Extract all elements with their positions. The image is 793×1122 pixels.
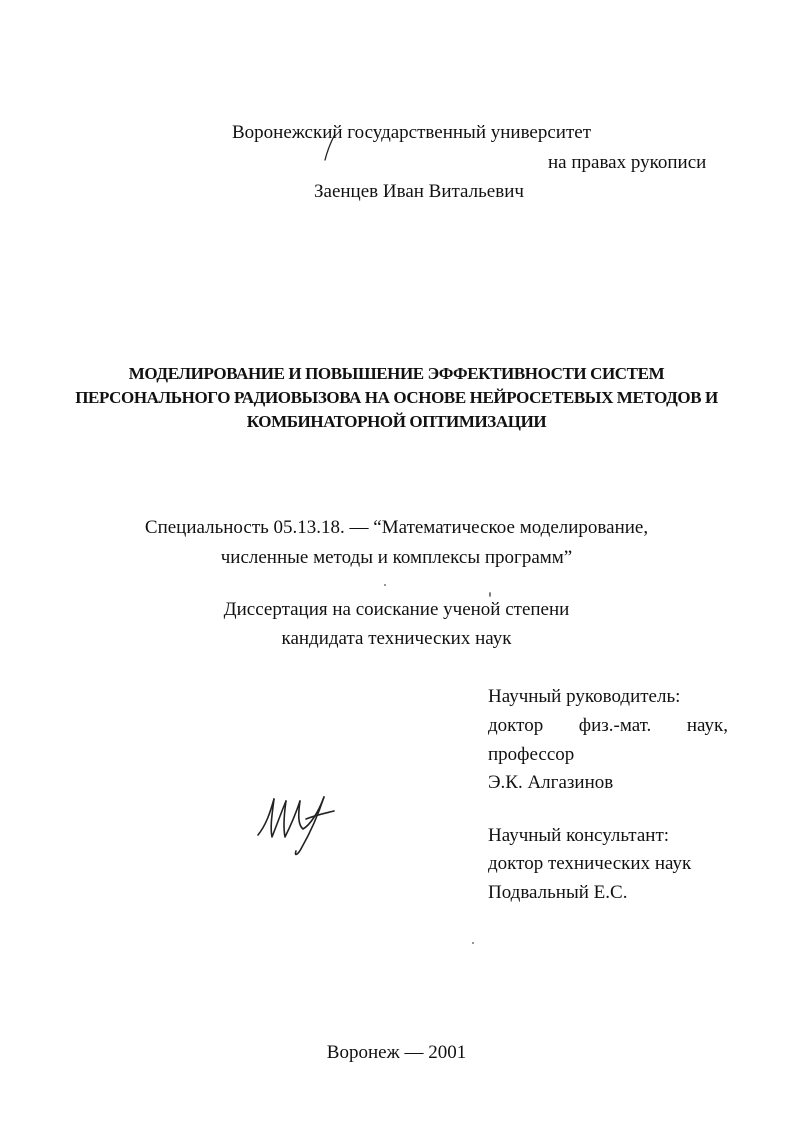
title-line-3: КОМБИНАТОРНОЙ ОПТИМИЗАЦИИ — [246, 412, 547, 431]
consultant-label: Научный консультант: — [488, 825, 670, 846]
manuscript-rights-note: на правах рукописи — [548, 152, 707, 173]
specialty-line-1: Специальность 05.13.18. — “Математическое моделирование, — [144, 517, 649, 538]
supervisor-degree: доктор физ.-мат. наук, — [488, 715, 728, 736]
scan-speck — [472, 942, 474, 944]
author-name: Заенцев Иван Витальевич — [314, 181, 524, 202]
consultant-degree: доктор технических наук — [488, 853, 692, 874]
scan-speck — [384, 584, 386, 586]
signature-mark — [248, 785, 348, 865]
dissertation-line-2: кандидата технических наук — [281, 628, 512, 649]
supervisor-label: Научный руководитель: — [488, 686, 681, 707]
pen-stroke-mark — [318, 134, 342, 162]
dissertation-line-1: Диссертация на соискание ученой степени — [223, 599, 570, 620]
university-name: Воронежский государственный университет — [232, 122, 592, 143]
specialty-line-2: численные методы и комплексы программ” — [220, 547, 573, 568]
consultant-name: Подвальный Е.С. — [488, 882, 628, 903]
supervisor-rank: профессор — [488, 744, 575, 765]
supervisor-name: Э.К. Алгазинов — [488, 772, 614, 793]
city-year: Воронеж — 2001 — [326, 1042, 467, 1063]
title-line-2: ПЕРСОНАЛЬНОГО РАДИОВЫЗОВА НА ОСНОВЕ НЕЙРОСЕТЕВЫХ МЕТОДОВ И — [75, 388, 718, 407]
title-line-1: МОДЕЛИРОВАНИЕ И ПОВЫШЕНИЕ ЭФФЕКТИВНОСТИ СИСТЕМ — [128, 364, 665, 383]
scan-speck — [489, 592, 491, 597]
